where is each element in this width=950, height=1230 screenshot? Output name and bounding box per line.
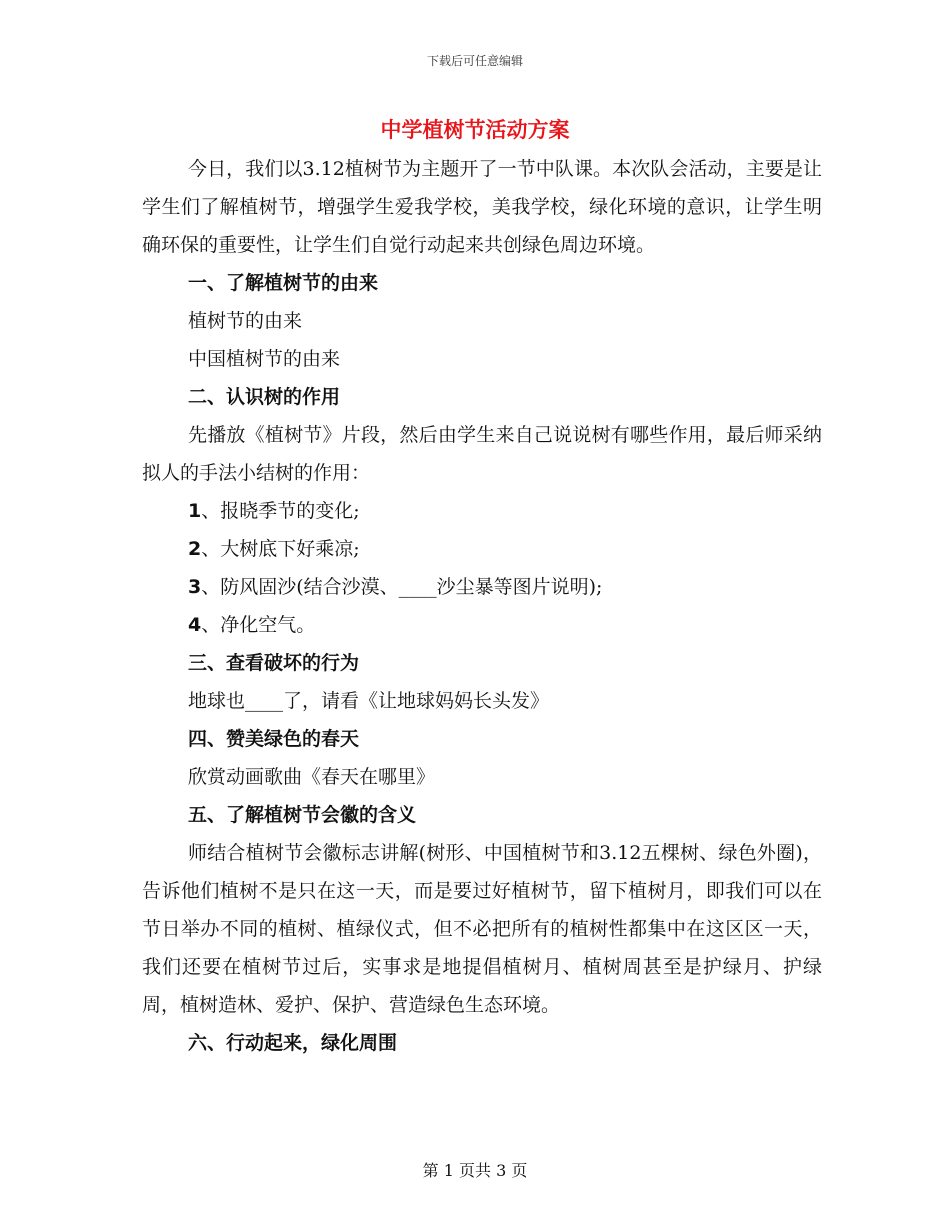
item-number: 1: [188, 500, 202, 522]
document-title: 中学植树节活动方案: [380, 118, 570, 142]
section-1-line-1: 植树节的由来: [188, 310, 303, 332]
section-1-heading: 一、了解植树节的由来: [188, 272, 379, 294]
page-footer: 第 1 页共 3 页: [422, 1161, 528, 1180]
section-5-paragraph: 师结合植树节会徽标志讲解(树形、中国植树节和3.12五棵树、绿色外圈)，告诉他们植树不是只在这一天，而是要过好植树节，留下植树月，即我们可以在节日举办不同的植树、植绿仪式，但不必把所有的植树性都集中在这区区一天，我们还要在植树节过后，实事求是地提倡植树月、植树周甚至是护绿月、护绿周，植树造林、爱护、保护、营造绿色生态环境。: [142, 842, 822, 1016]
item-text: 、防风固沙(结合沙漠、____沙尘暴等图片说明);: [201, 576, 603, 598]
section-3-heading: 三、查看破坏的行为: [188, 652, 360, 674]
item-text: 、报晓季节的变化;: [201, 500, 360, 522]
section-5-heading: 五、了解植树节会徽的含义: [188, 804, 417, 826]
item-text: 、净化空气。: [201, 614, 316, 636]
section-3-line: 地球也____了，请看《让地球妈妈长头发》: [188, 690, 550, 712]
page-header: 下载后可任意编辑: [426, 54, 523, 68]
section-2-paragraph: 先播放《植树节》片段，然后由学生来自己说说树有哪些作用，最后师采纳拟人的手法小结树的作用：: [142, 424, 822, 484]
section-2-item-2: [142, 530, 822, 568]
item-number: 4: [188, 614, 202, 636]
item-number: 2: [188, 538, 202, 560]
section-1-line-2: 中国植树节的由来: [188, 348, 341, 370]
section-4-line: 欣赏动画歌曲《春天在哪里》: [188, 766, 436, 788]
item-number: 3: [188, 576, 202, 598]
item-text: 、大树底下好乘凉;: [201, 538, 360, 560]
section-2-item-4: [142, 606, 822, 644]
intro-paragraph: 今日，我们以3.12植树节为主题开了一节中队课。本次队会活动，主要是让学生们了解植树节，增强学生爱我学校，美我学校，绿化环境的意识，让学生明确环保的重要性，让学生们自觉行动起来共创绿色周边环境。: [142, 158, 822, 256]
section-6-heading: 六、行动起来，绿化周围: [188, 1032, 398, 1054]
section-2-item-1: [142, 492, 822, 530]
section-2-heading: 二、认识树的作用: [188, 386, 341, 408]
document-body: [142, 150, 822, 1062]
section-4-heading: 四、赞美绿色的春天: [188, 728, 360, 750]
section-2-item-3: [142, 568, 822, 606]
